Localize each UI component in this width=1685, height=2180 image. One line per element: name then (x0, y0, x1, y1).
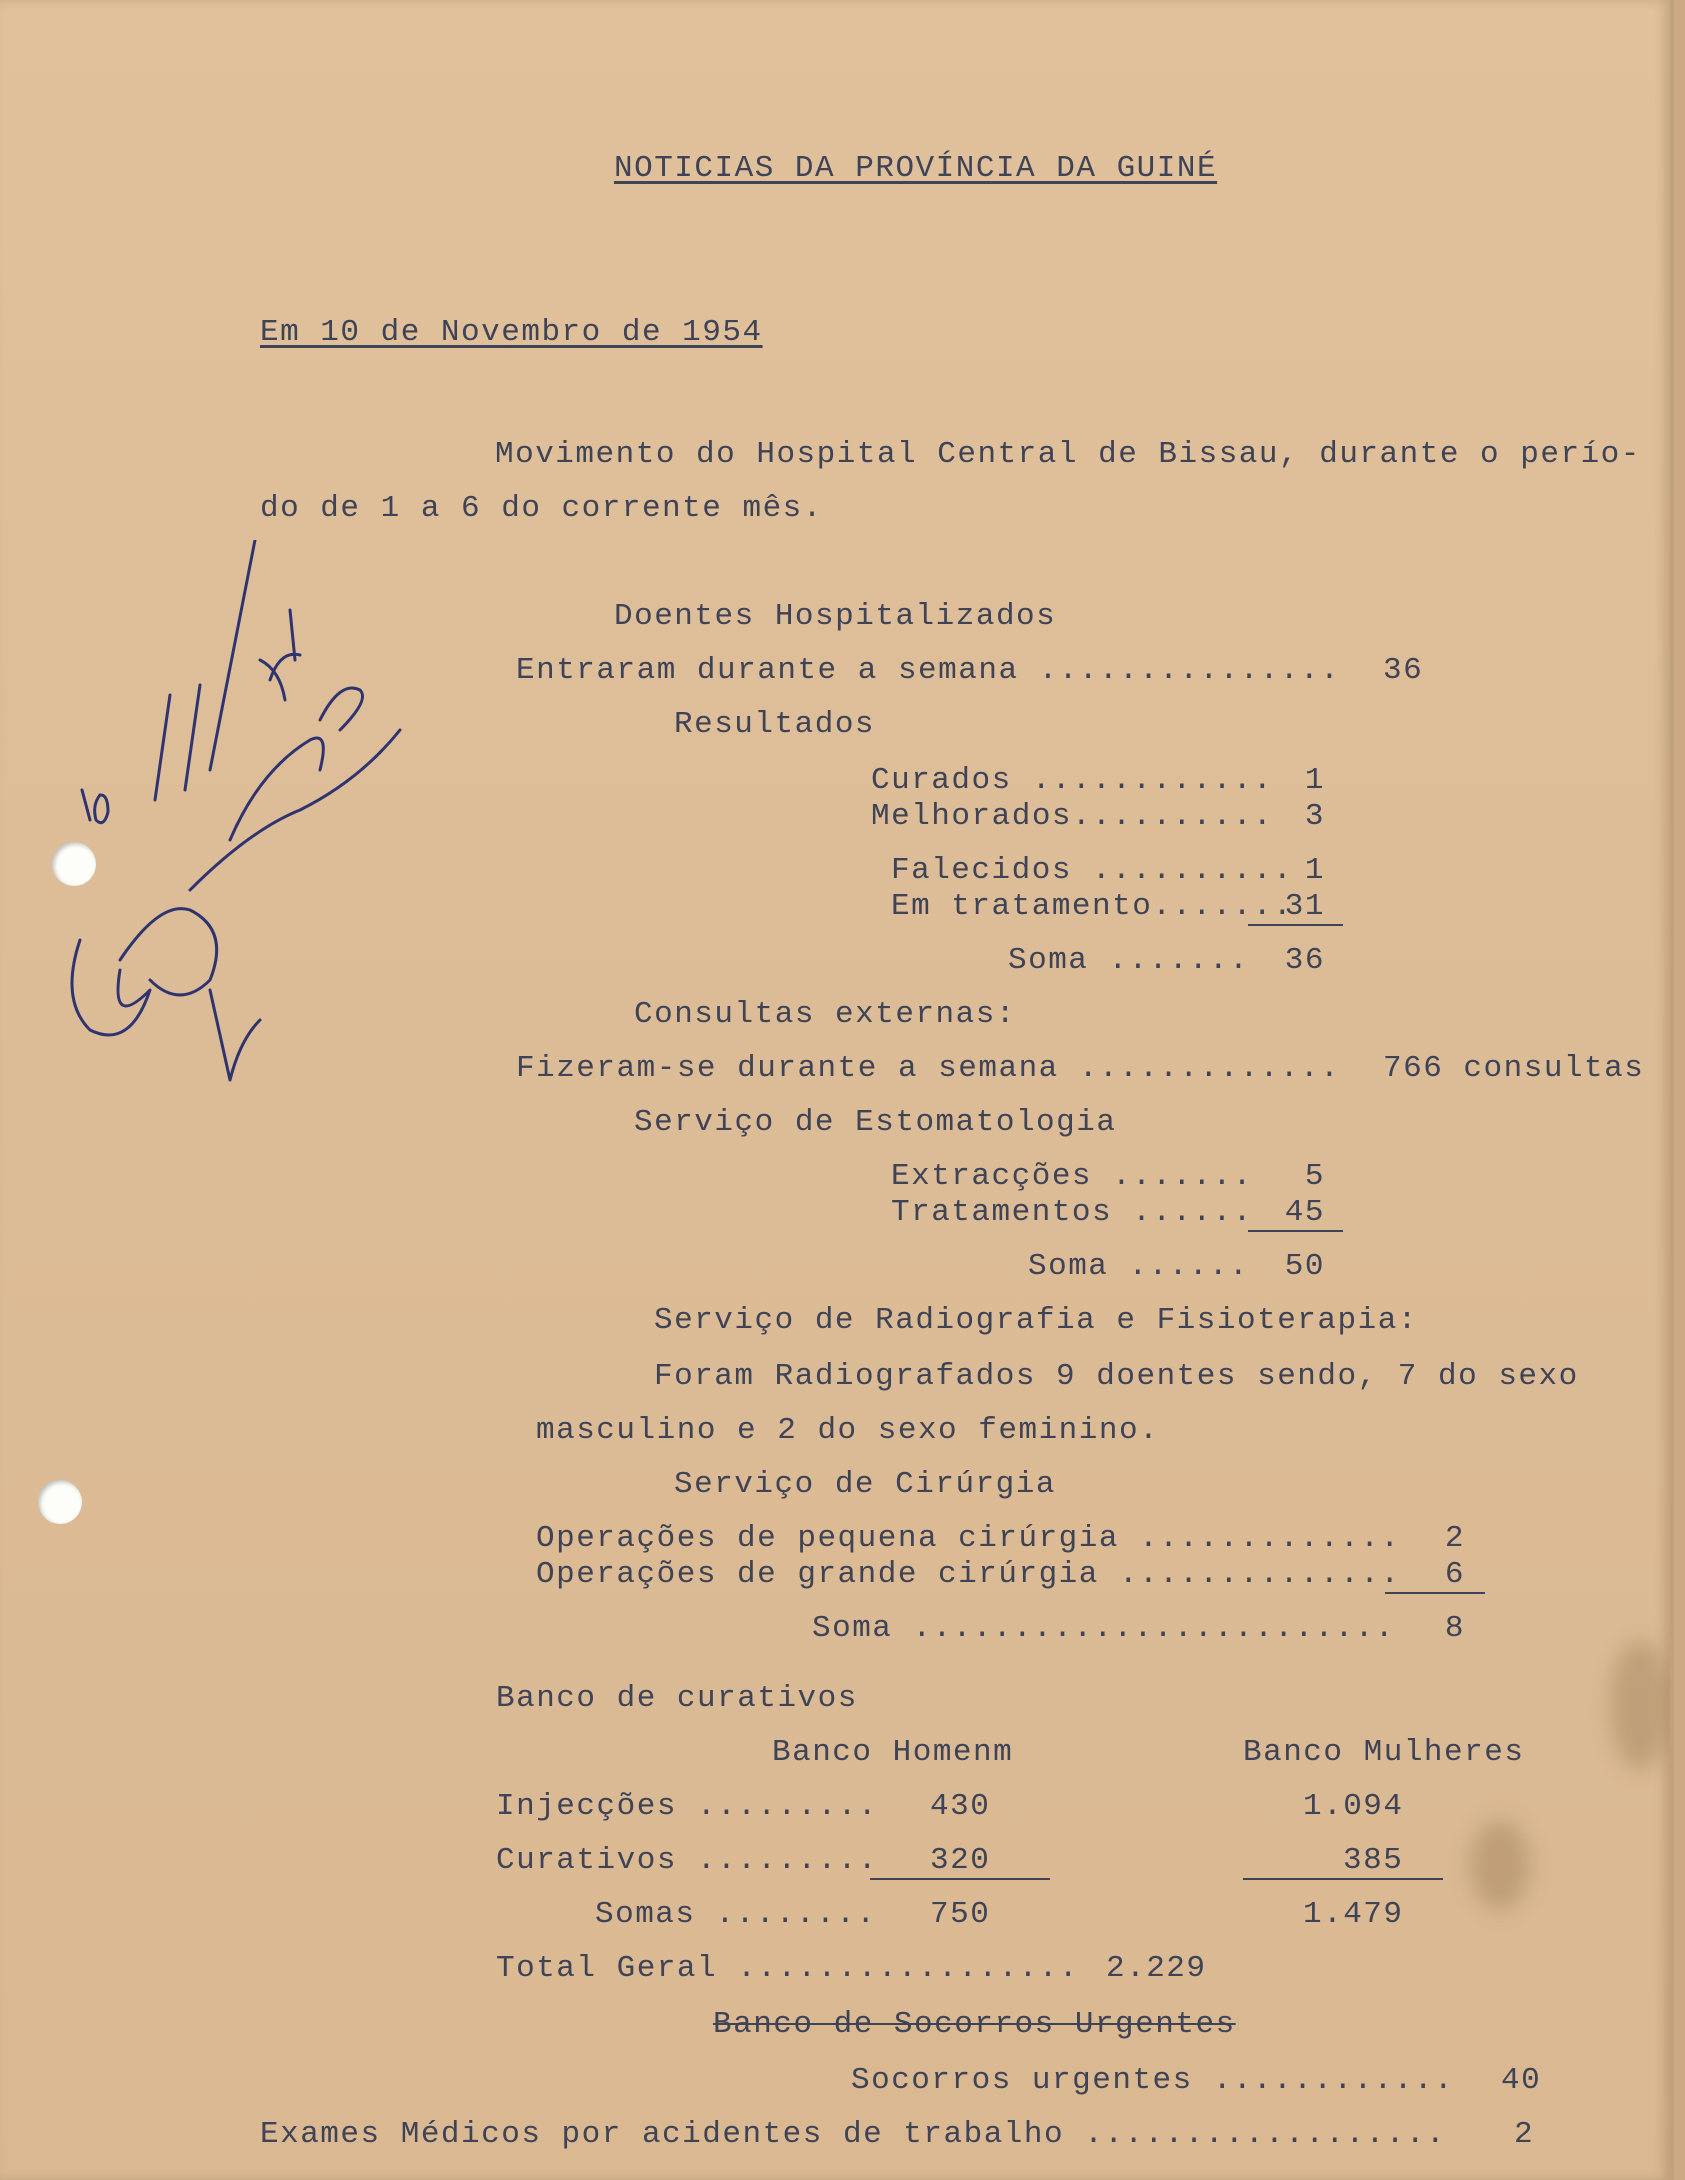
stain-right-2 (1470, 1820, 1530, 1910)
exames-value: 2 (1514, 2117, 1535, 2152)
socorros-label: Socorros urgentes ............ (851, 2063, 1455, 2098)
fizeram-label: Fizeram-se durante a semana ............. (516, 1051, 1341, 1086)
col-mulheres: Banco Mulheres (1243, 1735, 1525, 1770)
date-line: Em 10 de Novembro de 1954 (260, 315, 763, 350)
radiografia-line-2: masculino e 2 do sexo feminino. (536, 1413, 1160, 1448)
curativos-row-label: Curativos ......... (496, 1843, 878, 1878)
tratamentos-label: Tratamentos ...... (891, 1195, 1253, 1230)
hospitalizados-soma-label: Soma ....... (1008, 943, 1250, 978)
extraccoes-value: 5 (1304, 1159, 1325, 1194)
hospitalizados-heading: Doentes Hospitalizados (614, 599, 1057, 634)
curativos-heading: Banco de curativos (496, 1681, 858, 1716)
extraccoes-label: Extracções ....... (891, 1159, 1253, 1194)
tratamento-rule (1248, 924, 1343, 926)
curativos-mulheres: 385 (1343, 1843, 1404, 1878)
curativos-homens: 320 (930, 1843, 991, 1878)
intro-line-1: Movimento do Hospital Central de Bissau, durante o perío- (495, 437, 1641, 472)
entraram-label: Entraram durante a semana ............... (516, 653, 1341, 688)
grande-label: Operações de grande cirúrgia .............. (536, 1557, 1401, 1592)
curados-label: Curados ............ (871, 763, 1274, 798)
injeccoes-mulheres: 1.094 (1303, 1789, 1404, 1824)
resultados-label: Resultados (674, 707, 876, 742)
falecidos-label: Falecidos .......... (891, 853, 1294, 888)
socorros-struck-heading: Banco de Socorros Urgentes (713, 2007, 1236, 2042)
tratamentos-rule (1248, 1230, 1343, 1232)
document-title: NOTICIAS DA PROVÍNCIA DA GUINÉ (614, 151, 1218, 186)
hospitalizados-soma-value: 36 (1284, 943, 1325, 978)
pequena-label: Operações de pequena cirúrgia ............. (536, 1521, 1401, 1556)
handwritten-signature (60, 540, 420, 1100)
total-geral-value: 2.229 (1106, 1951, 1207, 1986)
radiografia-line-1: Foram Radiografados 9 doentes sendo, 7 do sexo (654, 1359, 1579, 1394)
falecidos-value: 1 (1304, 853, 1325, 888)
radiografia-heading: Serviço de Radiografia e Fisioterapia: (654, 1303, 1418, 1338)
punch-hole-bottom (38, 1480, 82, 1524)
melhorados-value: 3 (1304, 799, 1325, 834)
entraram-value: 36 (1383, 653, 1424, 688)
somas-mulheres: 1.479 (1303, 1897, 1404, 1932)
grande-value: 6 (1444, 1557, 1465, 1592)
curados-value: 1 (1304, 763, 1325, 798)
estomatologia-soma-label: Soma ...... (1028, 1249, 1250, 1284)
injeccoes-label: Injecções ......... (496, 1789, 878, 1824)
consultas-heading: Consultas externas: (634, 997, 1016, 1032)
melhorados-label: Melhorados.......... (871, 799, 1274, 834)
tratamentos-value: 45 (1284, 1195, 1325, 1230)
stain-right-1 (1610, 1640, 1670, 1770)
somas-label: Somas ........ (595, 1897, 877, 1932)
total-geral-label: Total Geral ................. (496, 1951, 1079, 1986)
curativos-mulheres-rule (1243, 1878, 1443, 1880)
injeccoes-homens: 430 (930, 1789, 991, 1824)
cirurgia-soma-value: 8 (1444, 1611, 1465, 1646)
somas-homens: 750 (930, 1897, 991, 1932)
estomatologia-heading: Serviço de Estomatologia (634, 1105, 1117, 1140)
fizeram-value: 766 consultas (1383, 1051, 1645, 1086)
col-homens: Banco Homenm (772, 1735, 1014, 1770)
tratamento-label: Em tratamento....... (891, 889, 1294, 924)
pequena-value: 2 (1444, 1521, 1465, 1556)
tratamento-value: 31 (1284, 889, 1325, 924)
socorros-value: 40 (1501, 2063, 1542, 2098)
exames-label: Exames Médicos por acidentes de trabalho .................. (260, 2117, 1447, 2152)
cirurgia-heading: Serviço de Cirúrgia (674, 1467, 1056, 1502)
grande-rule (1385, 1592, 1485, 1594)
cirurgia-soma-label: Soma ........................ (812, 1611, 1395, 1646)
estomatologia-soma-value: 50 (1284, 1249, 1325, 1284)
intro-line-2: do de 1 a 6 do corrente mês. (260, 491, 823, 526)
curativos-homens-rule (870, 1878, 1050, 1880)
